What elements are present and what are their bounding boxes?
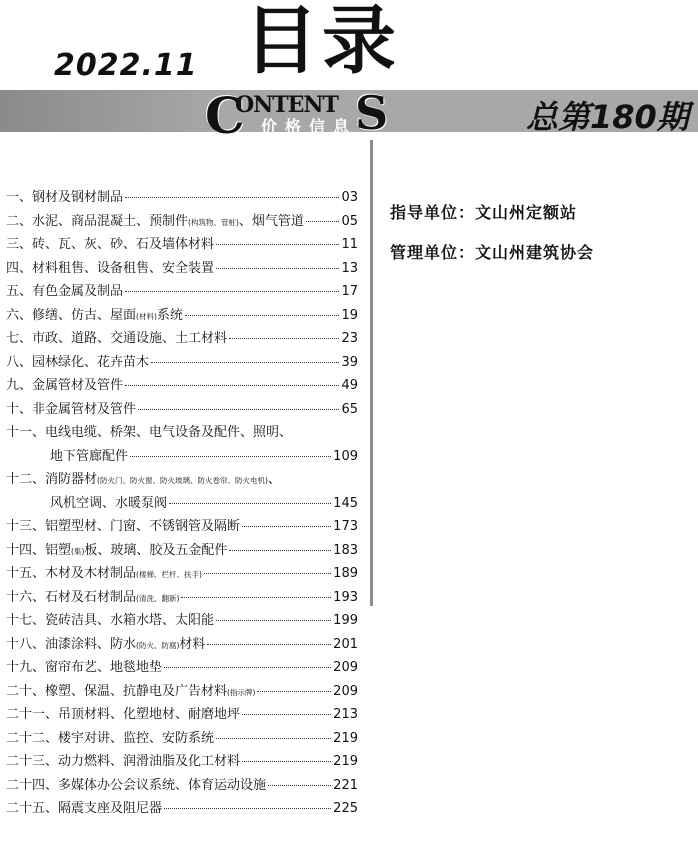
toc-number: 二十三、 — [6, 754, 59, 769]
toc-row — [6, 562, 358, 586]
toc-label-text: 材料租售、设备租售、安全装置 — [32, 260, 215, 276]
toc-label-text: 油漆涂料、防水 — [45, 636, 137, 652]
toc-number: 一、 — [6, 190, 33, 205]
toc-label — [58, 750, 240, 769]
toc-leader-dots — [204, 573, 331, 574]
contents-subtitle: 价格信息 — [261, 117, 358, 136]
toc-number: 十八、 — [6, 636, 46, 652]
toc-label-text: 动力燃料、润滑油脂及化工材料 — [58, 754, 241, 769]
toc-row — [6, 186, 358, 210]
toc-leader-dots — [216, 244, 339, 245]
toc-page-number: 13 — [341, 260, 358, 276]
toc-label-text: 瓷砖洁具、水箱水塔、太阳能 — [45, 613, 215, 628]
header-band-shade — [0, 90, 220, 132]
toc-label-note: (集) — [71, 546, 85, 556]
toc-number: 十七、 — [6, 613, 46, 628]
toc-label-suffix: 、烟气管道 — [238, 213, 304, 229]
toc-number: 十二、 — [6, 472, 46, 487]
toc-label-text: 钢材及钢材制品 — [32, 190, 124, 205]
toc-page-number: 199 — [333, 613, 358, 628]
toc-page-number: 193 — [333, 589, 358, 605]
toc-number: 六、 — [6, 307, 33, 323]
toc-row — [6, 280, 358, 304]
toc-page-number: 19 — [341, 307, 358, 323]
toc-leader-dots — [229, 550, 331, 551]
toc-page-number: 189 — [333, 566, 358, 581]
toc-label — [58, 797, 162, 816]
toc-label — [32, 280, 123, 299]
toc-label-suffix: 材料 — [179, 636, 206, 652]
toc-leader-dots — [229, 338, 339, 339]
toc-number: 九、 — [6, 378, 33, 393]
toc-number: 四、 — [6, 260, 33, 276]
toc-row — [6, 656, 358, 680]
toc-leader-dots — [257, 691, 331, 692]
toc-label-text: 铝塑 — [45, 542, 72, 558]
toc-row — [6, 327, 358, 351]
toc-label — [45, 586, 179, 605]
contents-logo-word: ONTENT — [235, 92, 338, 118]
toc-page-number: 221 — [333, 777, 358, 793]
toc-label — [45, 609, 214, 628]
toc-label-note: (防火、防腐) — [136, 640, 180, 650]
toc-label-suffix: 板、玻璃、胶及五金配件 — [84, 542, 228, 558]
toc-label — [45, 515, 240, 534]
toc-number: 十三、 — [6, 519, 46, 534]
toc-label-suffix: 系统 — [156, 307, 183, 323]
toc-label — [45, 680, 255, 699]
toc-label-note: (材料) — [136, 311, 157, 321]
toc-label-text: 消防器材 — [45, 472, 98, 487]
toc-page-number: 17 — [341, 284, 358, 299]
toc-row — [6, 774, 358, 798]
toc-label-note: (防火门、防火窗、防火玻璃、防火卷帘、防火电机) — [97, 476, 268, 485]
toc-row — [6, 727, 358, 751]
toc-row — [6, 586, 358, 610]
toc-leader-dots — [164, 808, 331, 809]
toc-label — [50, 445, 128, 464]
toc-number: 二十五、 — [6, 801, 59, 816]
toc-page-number: 11 — [341, 237, 358, 252]
toc-leader-dots — [242, 526, 331, 527]
toc-number: 十六、 — [6, 589, 46, 605]
toc-leader-dots — [268, 785, 331, 786]
toc-row — [6, 304, 358, 328]
toc-label-text: 木材及木材制品 — [45, 566, 137, 581]
toc-number: 五、 — [6, 284, 33, 299]
toc-number: 二十四、 — [6, 777, 59, 793]
toc-label — [45, 468, 281, 487]
toc-number: 三、 — [6, 237, 33, 252]
toc-leader-dots — [125, 385, 339, 386]
toc-label-text: 金属管材及管件 — [32, 378, 124, 393]
toc-page-number: 39 — [341, 354, 358, 370]
toc-row — [6, 609, 358, 633]
toc-page-number: 183 — [333, 542, 358, 558]
toc-page-number: 03 — [341, 190, 358, 205]
toc-number: 十四、 — [6, 542, 46, 558]
table-of-contents — [6, 186, 358, 821]
toc-page-number: 201 — [333, 636, 358, 652]
toc-label-text: 水泥、商品混凝土、预制件 — [32, 213, 189, 229]
toc-label — [32, 210, 304, 229]
toc-row — [6, 539, 358, 563]
toc-label-text: 地下管廊配件 — [50, 448, 129, 464]
toc-leader-dots — [216, 268, 339, 269]
toc-row — [6, 257, 358, 281]
toc-leader-dots — [306, 221, 340, 222]
toc-page-number: 213 — [333, 707, 358, 722]
toc-number: 七、 — [6, 331, 33, 346]
toc-label-text: 窗帘布艺、地毯地垫 — [45, 660, 163, 675]
toc-leader-dots — [164, 667, 331, 668]
contents-logo-s: S — [355, 86, 389, 140]
issue-number: 总第180期 — [526, 98, 689, 136]
toc-page-number: 173 — [333, 519, 358, 534]
toc-label — [50, 492, 167, 511]
toc-row — [6, 421, 358, 445]
toc-row — [6, 703, 358, 727]
toc-label-note: (楼梯、栏杆、扶手) — [136, 570, 202, 579]
management-unit: 管理单位：文山州建筑协会 — [390, 243, 595, 262]
toc-label-text: 砖、瓦、灰、砂、石及墙体材料 — [32, 237, 215, 252]
toc-row — [6, 233, 358, 257]
toc-number: 二、 — [6, 213, 33, 229]
toc-leader-dots — [185, 315, 340, 316]
toc-number: 十一、 — [6, 425, 46, 440]
toc-label — [32, 398, 136, 417]
toc-label-text: 修缮、仿古、屋面 — [32, 307, 137, 323]
toc-leader-dots — [169, 503, 331, 504]
toc-leader-dots — [181, 597, 331, 598]
toc-page-number: 05 — [341, 213, 358, 229]
toc-page-number: 219 — [333, 754, 358, 769]
toc-label — [58, 774, 266, 793]
toc-page-number: 219 — [333, 730, 358, 746]
toc-row — [6, 750, 358, 774]
toc-row — [6, 492, 358, 516]
toc-label-text: 橡塑、保温、抗静电及广告材料 — [45, 683, 228, 699]
toc-number: 二十、 — [6, 683, 46, 699]
toc-label-text: 非金属管材及管件 — [32, 401, 137, 417]
toc-label-text: 有色金属及制品 — [32, 284, 124, 299]
toc-row — [6, 633, 358, 657]
toc-page-number: 145 — [333, 495, 358, 511]
toc-leader-dots — [216, 620, 331, 621]
toc-label — [32, 374, 123, 393]
toc-label-text: 多媒体办公会议系统、体育运动设施 — [58, 777, 267, 793]
toc-label-text: 铝塑型材、门窗、不锈钢管及隔断 — [45, 519, 241, 534]
toc-label-note: (清洗、翻新) — [136, 593, 180, 603]
toc-row — [6, 797, 358, 821]
toc-page-number: 23 — [341, 331, 358, 346]
toc-leader-dots — [216, 738, 331, 739]
toc-label — [32, 327, 227, 346]
toc-label-note: (指示牌) — [227, 687, 256, 697]
toc-leader-dots — [130, 456, 331, 457]
toc-label — [32, 233, 214, 252]
toc-label — [58, 703, 240, 722]
toc-label-text: 吊顶材料、化塑地材、耐磨地坪 — [58, 707, 241, 722]
contents-logo-c: C — [205, 86, 245, 145]
toc-leader-dots — [207, 644, 331, 645]
toc-label — [32, 304, 183, 323]
toc-page-number: 49 — [341, 378, 358, 393]
toc-page-number: 65 — [341, 401, 358, 417]
toc-label-text: 园林绿化、花卉苗木 — [32, 354, 150, 370]
toc-label-text: 隔震支座及阻尼器 — [58, 801, 163, 816]
toc-label-text: 电线电缆、桥架、电气设备及配件、照明、 — [45, 425, 293, 440]
toc-label — [58, 727, 214, 746]
toc-number: 八、 — [6, 354, 33, 370]
toc-row — [6, 468, 358, 492]
toc-row — [6, 374, 358, 398]
header — [0, 0, 698, 145]
toc-number: 二十二、 — [6, 730, 59, 746]
toc-label — [45, 421, 292, 440]
toc-row — [6, 210, 358, 234]
toc-row — [6, 515, 358, 539]
toc-leader-dots — [138, 409, 339, 410]
toc-label-text: 风机空调、水暖泵阀 — [50, 495, 168, 511]
toc-label-suffix: 、 — [267, 472, 281, 487]
vertical-divider — [370, 140, 373, 606]
toc-number: 十九、 — [6, 660, 46, 675]
toc-label-text: 楼宇对讲、监控、安防系统 — [58, 730, 215, 746]
toc-page-number: 225 — [333, 801, 358, 816]
toc-row — [6, 351, 358, 375]
toc-label-text: 市政、道路、交通设施、土工材料 — [32, 331, 228, 346]
toc-leader-dots — [242, 714, 331, 715]
guide-unit: 指导单位：文山州定额站 — [390, 203, 578, 222]
toc-page-number: 209 — [333, 683, 358, 699]
toc-number: 十、 — [6, 401, 33, 417]
toc-leader-dots — [151, 362, 339, 363]
toc-label — [45, 539, 227, 558]
toc-label — [45, 656, 162, 675]
toc-leader-dots — [125, 197, 339, 198]
toc-page-number: 109 — [333, 448, 358, 464]
toc-page-number: 209 — [333, 660, 358, 675]
toc-label — [32, 351, 149, 370]
contents-logo — [205, 86, 405, 145]
toc-row — [6, 445, 358, 469]
toc-leader-dots — [242, 761, 331, 762]
toc-label — [32, 257, 214, 276]
toc-label — [45, 633, 205, 652]
toc-row — [6, 398, 358, 422]
toc-label-note: (构筑物、管桩) — [188, 217, 239, 227]
page-title: 目录 — [244, 0, 400, 84]
toc-label — [45, 562, 202, 581]
toc-label-text: 石材及石材制品 — [45, 589, 137, 605]
toc-leader-dots — [125, 291, 339, 292]
toc-label — [32, 186, 123, 205]
issue-date: 2022.11 — [54, 48, 198, 83]
toc-number: 十五、 — [6, 566, 46, 581]
toc-number: 二十一、 — [6, 707, 59, 722]
toc-row — [6, 680, 358, 704]
